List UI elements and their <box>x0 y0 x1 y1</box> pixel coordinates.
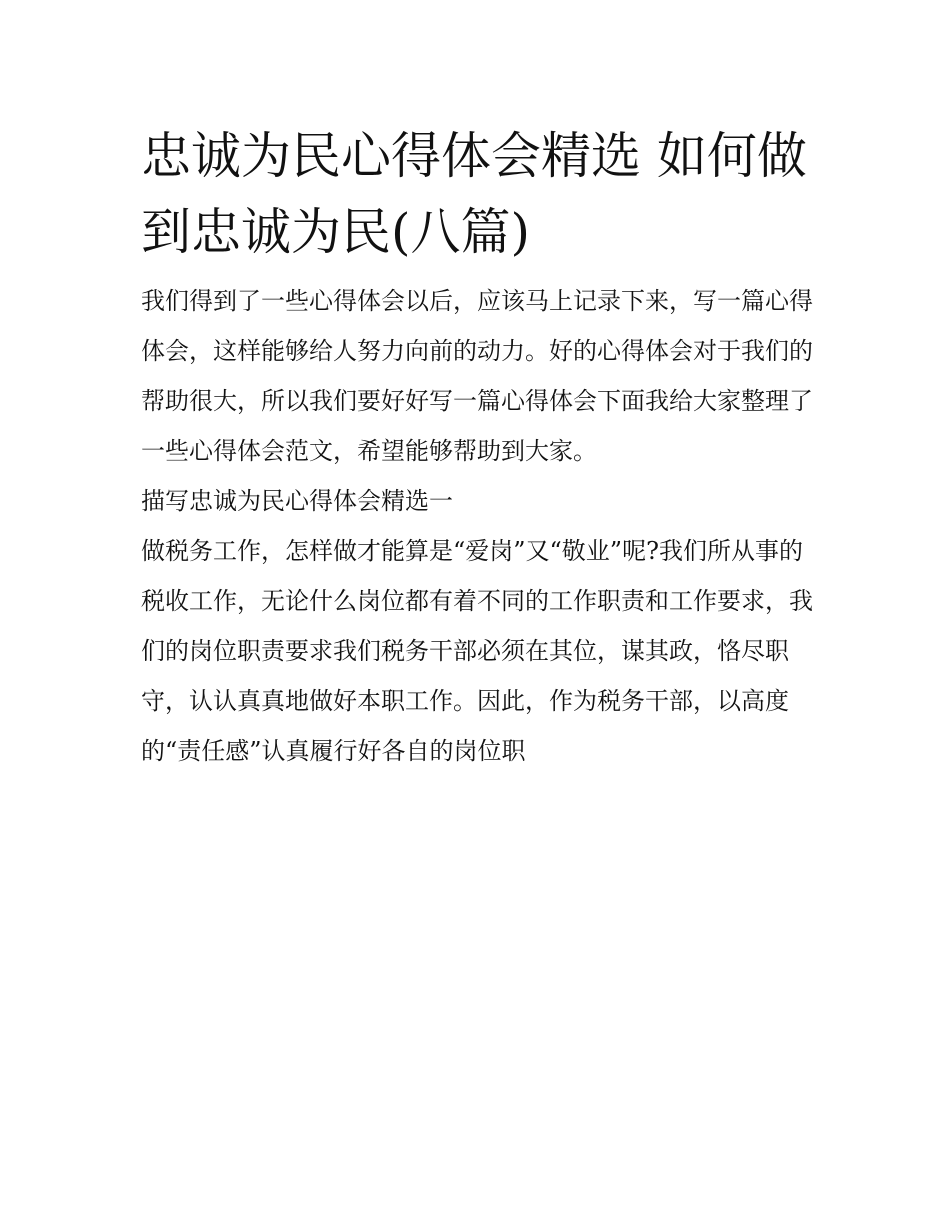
intro-paragraph: 我们得到了一些心得体会以后，应该马上记录下来，写一篇心得体会，这样能够给人努力向前的动力。好的心得体会对于我们的帮助很大，所以我们要好好写一篇心得体会下面我给大家整理了一些心得体会范文，希望能够帮助到大家。 <box>141 287 813 465</box>
section-body-paragraph: 做税务工作，怎样做才能算是“爱岗”又“敬业”呢?我们所从事的税收工作，无论什么岗位都有着不同的工作职责和工作要求，我们的岗位职责要求我们税务干部必须在其位，谋其政，恪尽职守，认认真真地做好本职工作。因此，作为税务干部，以高度的“责任感”认真履行好各自的岗位职 <box>141 537 813 765</box>
document-title: 忠诚为民心得体会精选 如何做到忠诚为民(八篇) <box>141 127 807 261</box>
document-content <box>141 276 821 776</box>
section-heading: 描写忠诚为民心得体会精选一 <box>141 487 453 515</box>
